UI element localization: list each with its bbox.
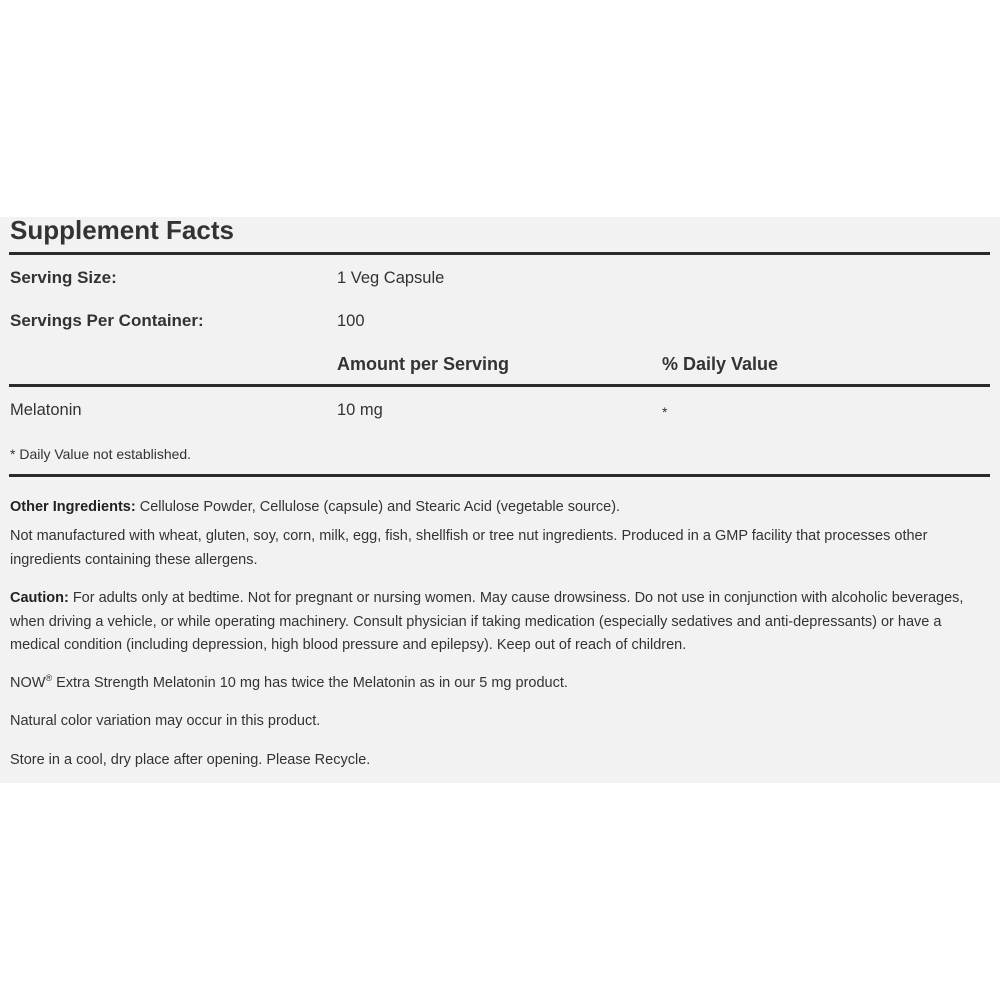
nutrient-amount: 10 mg: [337, 401, 383, 419]
allergen-statement: Not manufactured with wheat, gluten, soy, corn, milk, egg, fish, shellfish or tree nut ingredients. Produced in a GMP facility that processes other ingredients containing these allergens.: [10, 528, 928, 568]
other-ingredients: [10, 496, 970, 520]
other-ingredients-text: Cellulose Powder, Cellulose (capsule) and Stearic Acid (vegetable source).: [139, 499, 621, 515]
nutrient-name: Melatonin: [10, 401, 82, 419]
title-divider: [9, 252, 990, 255]
caution-label: Caution:: [10, 590, 69, 606]
serving-size-value: 1 Veg Capsule: [337, 269, 445, 287]
footnote-divider: [9, 474, 990, 477]
strength-text: Extra Strength Melatonin 10 mg has twice the Melatonin as in our 5 mg product.: [56, 675, 568, 691]
amount-per-serving-header: Amount per Serving: [337, 354, 510, 374]
caution-text: For adults only at bedtime. Not for pregnant or nursing women. May cause drowsiness. Do not use in conjunction with alcoholic beverages, when driving a vehicle, or while operating machinery. Consult physician if taking medication (especially sedatives and anti-depressants) or have a medical condition (including depression, high blood pressure and epilepsy). Keep out of reach of children.: [10, 590, 964, 653]
serving-size-label: Serving Size:: [10, 268, 117, 287]
header-divider: [9, 384, 990, 387]
registered-mark: ®: [45, 673, 53, 684]
brand-name: NOW: [10, 675, 46, 691]
daily-value-header: % Daily Value: [662, 354, 779, 374]
daily-value-footnote: * Daily Value not established.: [10, 446, 192, 462]
other-ingredients-label: Other Ingredients:: [10, 499, 136, 515]
color-variation-note: Natural color variation may occur in this product.: [10, 713, 321, 729]
caution-statement: [10, 587, 970, 658]
storage-note: Store in a cool, dry place after opening. Please Recycle.: [10, 752, 371, 768]
page-title: Supplement Facts: [10, 215, 234, 245]
servings-per-container-label: Servings Per Container:: [10, 311, 204, 330]
servings-per-container-value: 100: [337, 312, 365, 330]
strength-statement: [10, 672, 970, 696]
nutrient-daily-value: *: [662, 404, 668, 420]
